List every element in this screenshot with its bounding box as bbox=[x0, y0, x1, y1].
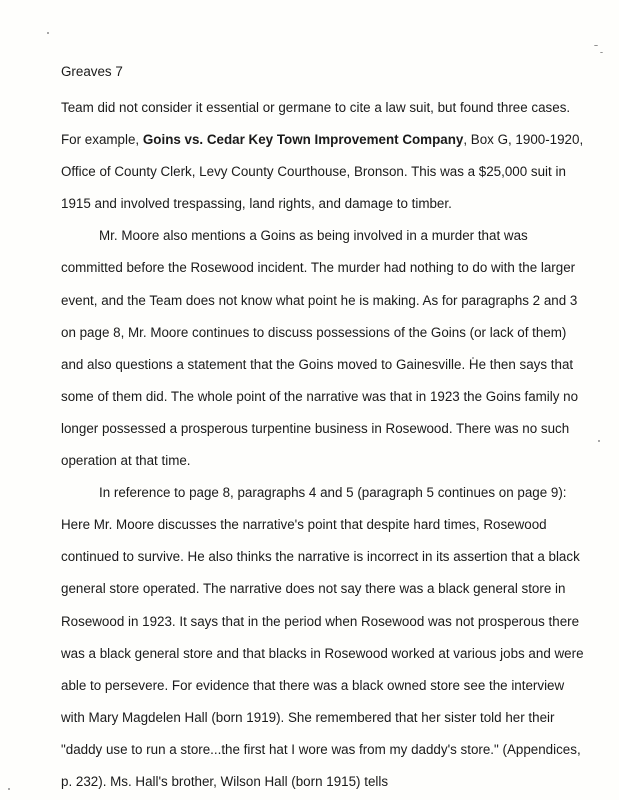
paragraph-general-store: In reference to page 8, paragraphs 4 and 5 (paragraph 5 continues on page 9): Here Mr. Moore discusses the narrative's point that despite hard times, Rosewood continued to survive. He also thinks the narrative is incorrect in its assertion that a black general store operated. The narrative does not say there was a black general store in Rosewood in 1923. It says that in the period when Rosewood was not prosperous there was a black general store and that blacks in Rosewood worked at various jobs and were able to persevere. For evidence that there was a black owned store see the interview with Mary Magdelen Hall (born 1919). She remembered that her sister told her their "daddy use to run a store...the first hat I wore was from my daddy's store." (Appendices, p. 232). Ms. Hall's brother, Wilson Hall (born 1915) tells bbox=[61, 485, 584, 789]
scan-speck bbox=[598, 440, 600, 442]
paragraph-text-before: Team did not consider it essential or germane to cite a law suit, but found three cases. For example, bbox=[61, 100, 571, 148]
scan-speck bbox=[594, 45, 598, 46]
paragraph-continuation bbox=[61, 92, 586, 220]
page-header: Greaves 7 bbox=[61, 64, 123, 79]
case-citation: Goins vs. Cedar Key Town Improvement Company bbox=[142, 132, 464, 148]
scan-speck bbox=[8, 788, 10, 790]
paragraph-text-after: , Box G, 1900-1920, Office of County Clerk, Levy County Courthouse, Bronson. This was a $25,000 suit in 1915 and involved trespassing, land rights, and damage to timber. bbox=[61, 132, 584, 212]
paragraph-moore-murder: Mr. Moore also mentions a Goins as being involved in a murder that was committed before the Rosewood incident. The murder had nothing to do with the larger event, and the Team does not know what point he is making. As for paragraphs 2 and 3 on page 8, Mr. Moore continues to discuss possessions of the Goins (or lack of them) and also questions a statement that the Goins moved to Gainesville. He then says that some of them did. The whole point of the narrative was that in 1923 the Goins family no longer possessed a prosperous turpentine business in Rosewood. There was no such operation at that time. bbox=[61, 228, 579, 469]
scan-speck bbox=[600, 52, 603, 53]
document-body bbox=[61, 92, 586, 798]
scan-speck bbox=[47, 32, 49, 34]
